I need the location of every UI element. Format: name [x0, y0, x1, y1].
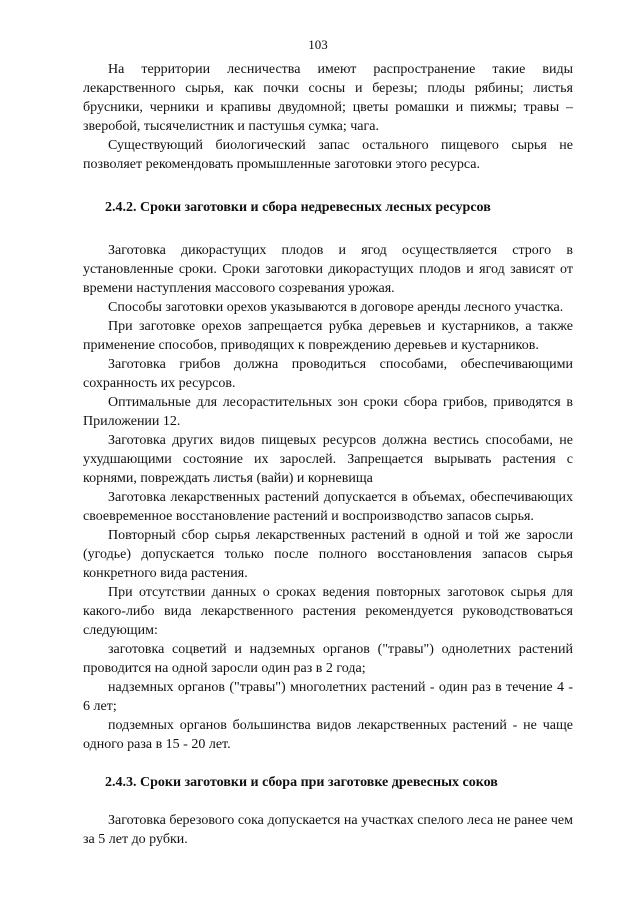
paragraph: Заготовка дикорастущих плодов и ягод осуществляется строго в установленные сроки. Сроки заготовки дикорастущих плодов и ягод зависят от времени наступления массового созревания урожая.: [83, 243, 573, 296]
paragraph: Способы заготовки орехов указываются в договоре аренды лесного участка.: [108, 300, 564, 315]
section-2-4-3-body: [83, 811, 573, 849]
document-body: [83, 60, 573, 849]
paragraph: Заготовка лекарственных растений допускается в объемах, обеспечивающих своевременное восстановление растений и воспроизводство запасов сырья.: [83, 490, 573, 524]
paragraph: При заготовке орехов запрещается рубка деревьев и кустарников, а также применение способов, приводящих к повреждению деревьев и кустарников.: [83, 319, 573, 353]
section-heading-2-4-2: 2.4.2. Сроки заготовки и сбора недревесных лесных ресурсов: [105, 200, 491, 215]
intro-paragraph-1: На территории лесничества имеют распространение такие виды лекарственного сырья, как почки сосны и березы; плоды рябины; листья брусники, черники и крапивы двудомной; цветы ромашки и пижмы; травы – зверобой, тысячелистник и пастушья сумка; чага.: [83, 62, 573, 134]
intro-paragraph-2: Существующий биологический запас остального пищевого сырья не позволяет рекомендовать промышленные заготовки этого ресурса.: [83, 138, 573, 172]
section-heading-2-4-3: 2.4.3. Сроки заготовки и сбора при заготовке древесных соков: [105, 775, 498, 790]
paragraph: Заготовка других видов пищевых ресурсов должна вестись способами, не ухудшающими состояние их зарослей. Запрещается вырывать растения с корнями, повреждать листья (вайи) и корневища: [83, 433, 573, 486]
paragraph: При отсутствии данных о сроках ведения повторных заготовок сырья для какого-либо вида лекарственного растения рекомендуется руководствоваться следующим:: [83, 585, 573, 638]
paragraph: Заготовка грибов должна проводиться способами, обеспечивающими сохранность их ресурсов.: [83, 357, 573, 391]
list-paragraph: подземных органов большинства видов лекарственных растений - не чаще одного раза в 15 - 20 лет.: [83, 718, 573, 752]
paragraph: Повторный сбор сырья лекарственных растений в одной и той же заросли (угодье) допускается только после полного восстановления запасов сырья конкретного вида растения.: [83, 528, 573, 581]
paragraph: Оптимальные для лесорастительных зон сроки сбора грибов, приводятся в Приложении 12.: [83, 395, 573, 429]
list-paragraph: надземных органов ("травы") многолетних растений - один раз в течение 4 - 6 лет;: [83, 680, 573, 714]
page-number: 103: [308, 37, 328, 52]
section-2-4-2-body: [83, 241, 573, 754]
list-paragraph: заготовка соцветий и надземных органов ("травы") однолетних растений проводится на одной заросли один раз в 2 года;: [83, 642, 573, 676]
paragraph: Заготовка березового сока допускается на участках спелого леса не ранее чем за 5 лет до рубки.: [83, 813, 573, 847]
